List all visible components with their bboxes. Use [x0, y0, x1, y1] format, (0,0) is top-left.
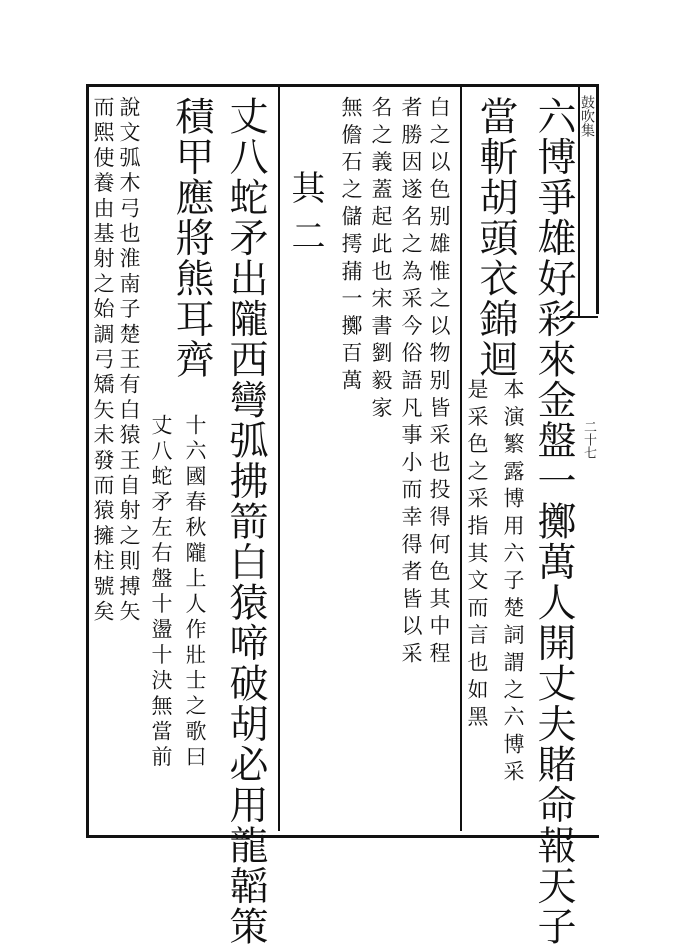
- verse-column-1: 六博爭雄好彩來金盤一擲萬人開丈夫賭命報天子: [531, 96, 576, 947]
- column-rule-1: [278, 86, 280, 831]
- heading-qi-er: 其二: [285, 170, 325, 266]
- verse-column-10: 積甲應將熊耳齊: [169, 96, 214, 380]
- note-column-3: 是采色之采指其文而言也如黑: [465, 378, 489, 733]
- note-column-12: 說文弧木弓也淮南子楚王有白猿王自射之則搏矢: [117, 96, 141, 626]
- note-column-2b: 本演繁露博用六子楚詞謂之六博采: [501, 378, 525, 788]
- page-number: 二十七: [581, 420, 596, 459]
- note-column-5: 者勝因遂名之為采今俗語凡事小而幸得者皆以采: [399, 96, 423, 670]
- verse-column-2: 當斬胡頭衣錦迴: [473, 96, 518, 380]
- margin-title: 鼓吹集: [579, 95, 595, 137]
- note-column-11: 丈八蛇矛左右盤十盪十決無當前: [149, 414, 173, 771]
- column-rule-2: [460, 86, 462, 831]
- note-column-7: 無儋石之儲摴蒱一擲百萬: [339, 96, 363, 397]
- note-column-6: 名之義蓋起此也宋書劉毅家: [369, 96, 393, 424]
- note-column-4: 白之以色别雄惟之以物别皆采也投得何色其中程: [427, 96, 451, 670]
- verse-column-9: 丈八蛇矛出隴西彎弧拂箭白猿啼破胡必用龍韜策: [223, 96, 268, 947]
- frame-right-edge: [596, 84, 599, 314]
- note-column-13: 而熙使養由基射之始調弓矯矢未發而猿擁柱號矣: [91, 96, 115, 626]
- note-column-10b: 十六國春秋隴上人作壯士之歌曰: [183, 414, 207, 771]
